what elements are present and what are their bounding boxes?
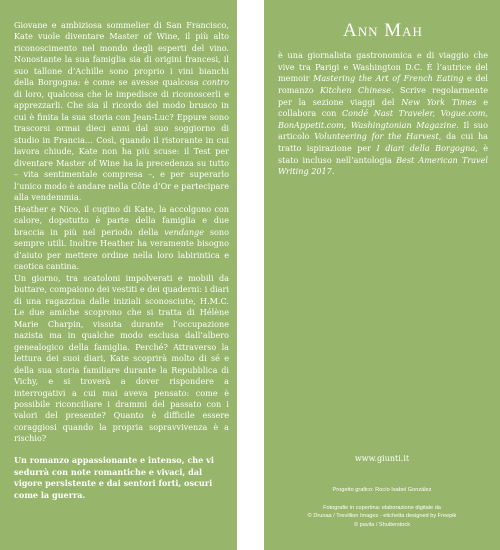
synopsis-paragraph: Heather e Nico, il cugino di Kate, la accolgono con calore, dopotutto è parte della famiglia e due braccia in più nel periodo della vendange sono sempre utili. Inoltre Heather ha veramente bisogno d’aiuto per mettere ordine nella loro labirintica e caotica cantina.: [14, 203, 230, 272]
right-flap: [264, 0, 500, 550]
tagline: Un romanzo appassionante e intenso, che vi sedurrà con note romantiche e vivaci, dal vigore persistente e dai sentori forti, oscuri come la guerra.: [14, 454, 214, 501]
synopsis-paragraph: Giovane e ambiziosa sommelier di San Francisco, Kate vuole diventare Master of Wine, il più alto riconoscimento nel mondo degli esperti del vino. Nonostante la sua famiglia sia di origini francesi, il suo tallone d’Achille sono proprio i vini bianchi della Borgogna: è come se avesse qualcosa contro di loro, qualcosa che le impedisce di riconoscerli e apprezzarli. Che sia il ricordo del modo brusco in cui è finita la sua storia con Jean-Luc? Eppure sono trascorsi ormai dieci anni dal suo soggiorno di studio in Francia… Così, quando il ristorante in cui lavora chiude, Kate non ha più scuse: il Test per diventare Master of Wine ha la precedenza su tutto – vita sentimentale compresa –, e per superarlo l’unico modo è andare nella Côte d’Or e partecipare alla vendemmia.: [14, 20, 229, 203]
cover-credit-line: © pavila / Shutterstock: [353, 521, 411, 528]
author-name: Ann Mah: [343, 20, 423, 41]
cover-credit-line: Fotografie in copertina: elaborazione digitale da: [323, 505, 441, 511]
author-bio: è una giornalista gastronomica e di viaggio che vive tra Parigi e Washington D.C. È l’autrice del memoir Mastering the Art of French Eating e del romanzo Kitchen Chinese. Scrive regolarmente per la sezione viaggi del New York Times e collabora con Condé Nast Traveler, Vogue.com, BonAppetit.com, Washingtonian Magazine. Il suo articolo Volunteering for the Harvest, da cui ha tratto ispirazione per I diari della Borgogna, è stato incluso nell’antologia Best American Travel Writing 2017.: [278, 50, 489, 177]
synopsis: [14, 20, 229, 445]
left-flap: [0, 0, 237, 550]
cover-credit: [264, 504, 500, 529]
publisher-website: www.giunti.it: [354, 454, 410, 463]
cover-credit-line: © Drunaa / Trevillion Images - etichetta designed by Freepik: [307, 513, 457, 520]
fold-gutter: [237, 0, 264, 550]
design-credit: Progetto grafico: Rocío Isabel González: [332, 487, 432, 493]
synopsis-paragraph: Un giorno, tra scatoloni impolverati e mobili da buttare, compaiono dei vestiti e dei quaderni: i diari di una ragazzina dalle iniziali sconosciute, H.M.C. Le due amiche scoprono che si tratta di Hélène Marie Charpin, vissuta durante l’occupazione nazista ma in qualche modo esclusa dall’albero genealogico della famiglia. Perché? Attraverso la lettura dei suoi diari, Kate scoprirà molto di sé e della sua storia familiare durante la Repubblica di Vichy, e si troverà a dover rispondere a interrogativi a cui mai aveva pensato: come è possibile riconciliare i drammi del passato con i valori del presente? Quanto è difficile essere coraggiosi quando la propria sopravvivenza è a rischio?: [14, 272, 229, 444]
